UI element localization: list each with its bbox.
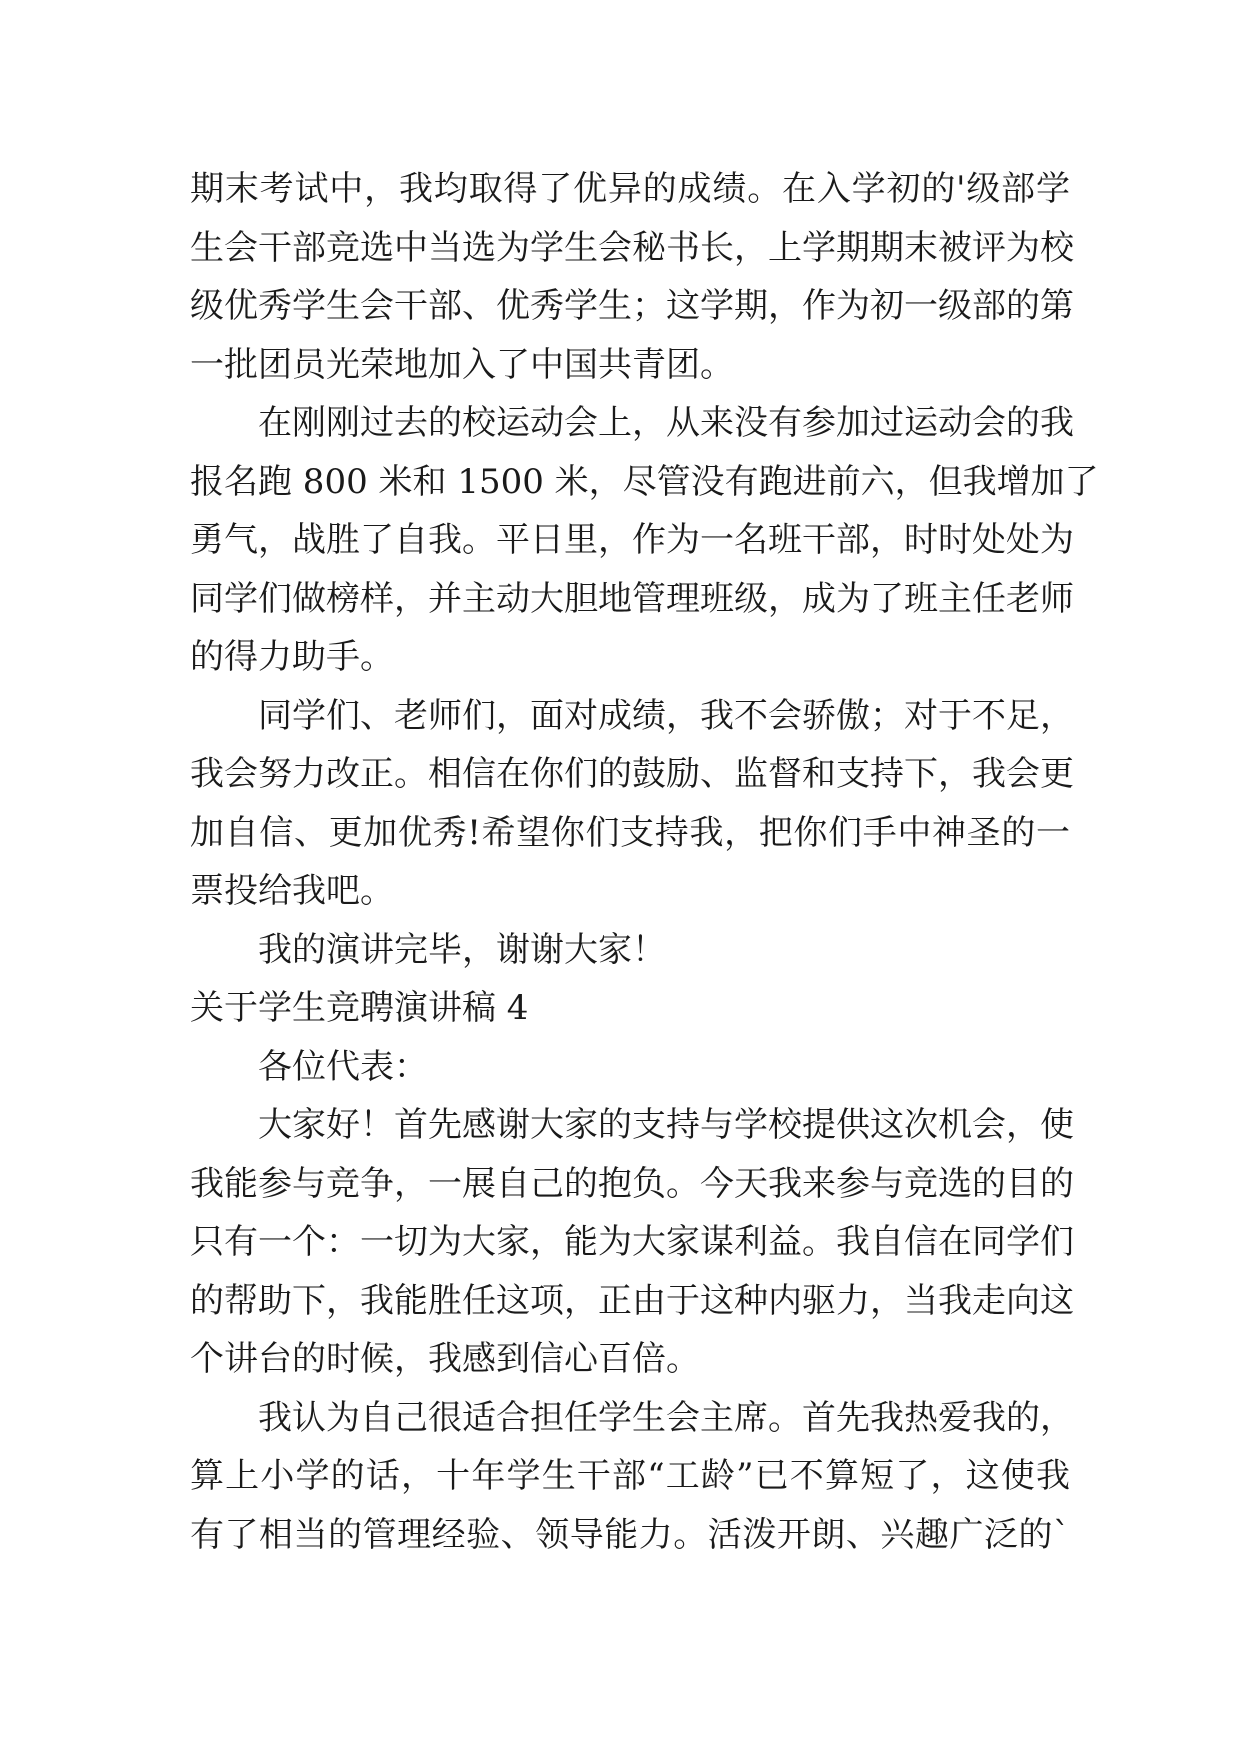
section-heading: 关于学生竞聘演讲稿 4 [190, 988, 529, 1028]
paragraph-7-line-2: 算上小学的话，十年学生干部“工龄”已不算短了，这使我 [190, 1456, 1070, 1496]
paragraph-2-line-3: 勇气，战胜了自我。平日里，作为一名班干部，时时处处为 [190, 520, 1074, 560]
paragraph-7-line-1: 我认为自己很适合担任学生会主席。首先我热爱我的， [258, 1397, 1074, 1438]
paragraph-6-line-2: 我能参与竞争，一展自己的抱负。今天我来参与竞选的目的 [190, 1163, 1074, 1204]
paragraph-6-line-4: 的帮助下，我能胜任这项，正由于这种内驱力，当我走向这 [190, 1280, 1074, 1321]
salutation: 各位代表： [258, 1046, 428, 1087]
paragraph-2-line-2: 报名跑 800 米和 1500 米，尽管没有跑进前六，但我增加了 [190, 461, 1099, 502]
paragraph-6-line-1: 大家好！首先感谢大家的支持与学校提供这次机会，使 [258, 1105, 1074, 1145]
paragraph-1-line-2: 生会干部竞选中当选为学生会秘书长，上学期期末被评为校 [190, 227, 1074, 268]
paragraph-3-line-4: 票投给我吧。 [190, 871, 394, 911]
paragraph-2-line-1: 在刚刚过去的校运动会上，从来没有参加过运动会的我 [258, 403, 1074, 443]
paragraph-3-line-1: 同学们、老师们，面对成绩，我不会骄傲；对于不足， [258, 695, 1074, 736]
paragraph-7-line-3: 有了相当的管理经验、领导能力。活泼开朗、兴趣广泛的` [190, 1514, 1070, 1555]
document-body [190, 160, 1099, 1564]
paragraph-1-line-3: 级优秀学生会干部、优秀学生；这学期，作为初一级部的第 [190, 286, 1074, 326]
paragraph-6-line-3: 只有一个：一切为大家，能为大家谋利益。我自信在同学们 [190, 1222, 1074, 1262]
paragraph-3-line-3: 加自信、更加优秀!希望你们支持我，把你们手中神圣的一 [190, 812, 1070, 853]
paragraph-2-line-5: 的得力助手。 [190, 637, 394, 677]
paragraph-1-line-1: 期末考试中，我均取得了优异的成绩。在入学初的'级部学 [190, 169, 1070, 209]
paragraph-3-line-2: 我会努力改正。相信在你们的鼓励、监督和支持下，我会更 [190, 754, 1074, 794]
paragraph-2-line-4: 同学们做榜样，并主动大胆地管理班级，成为了班主任老师 [190, 578, 1074, 619]
paragraph-1-line-4: 一批团员光荣地加入了中国共青团。 [190, 344, 734, 385]
paragraph-4-line-1: 我的演讲完毕，谢谢大家！ [258, 929, 666, 970]
paragraph-6-line-5: 个讲台的时候，我感到信心百倍。 [190, 1339, 700, 1379]
